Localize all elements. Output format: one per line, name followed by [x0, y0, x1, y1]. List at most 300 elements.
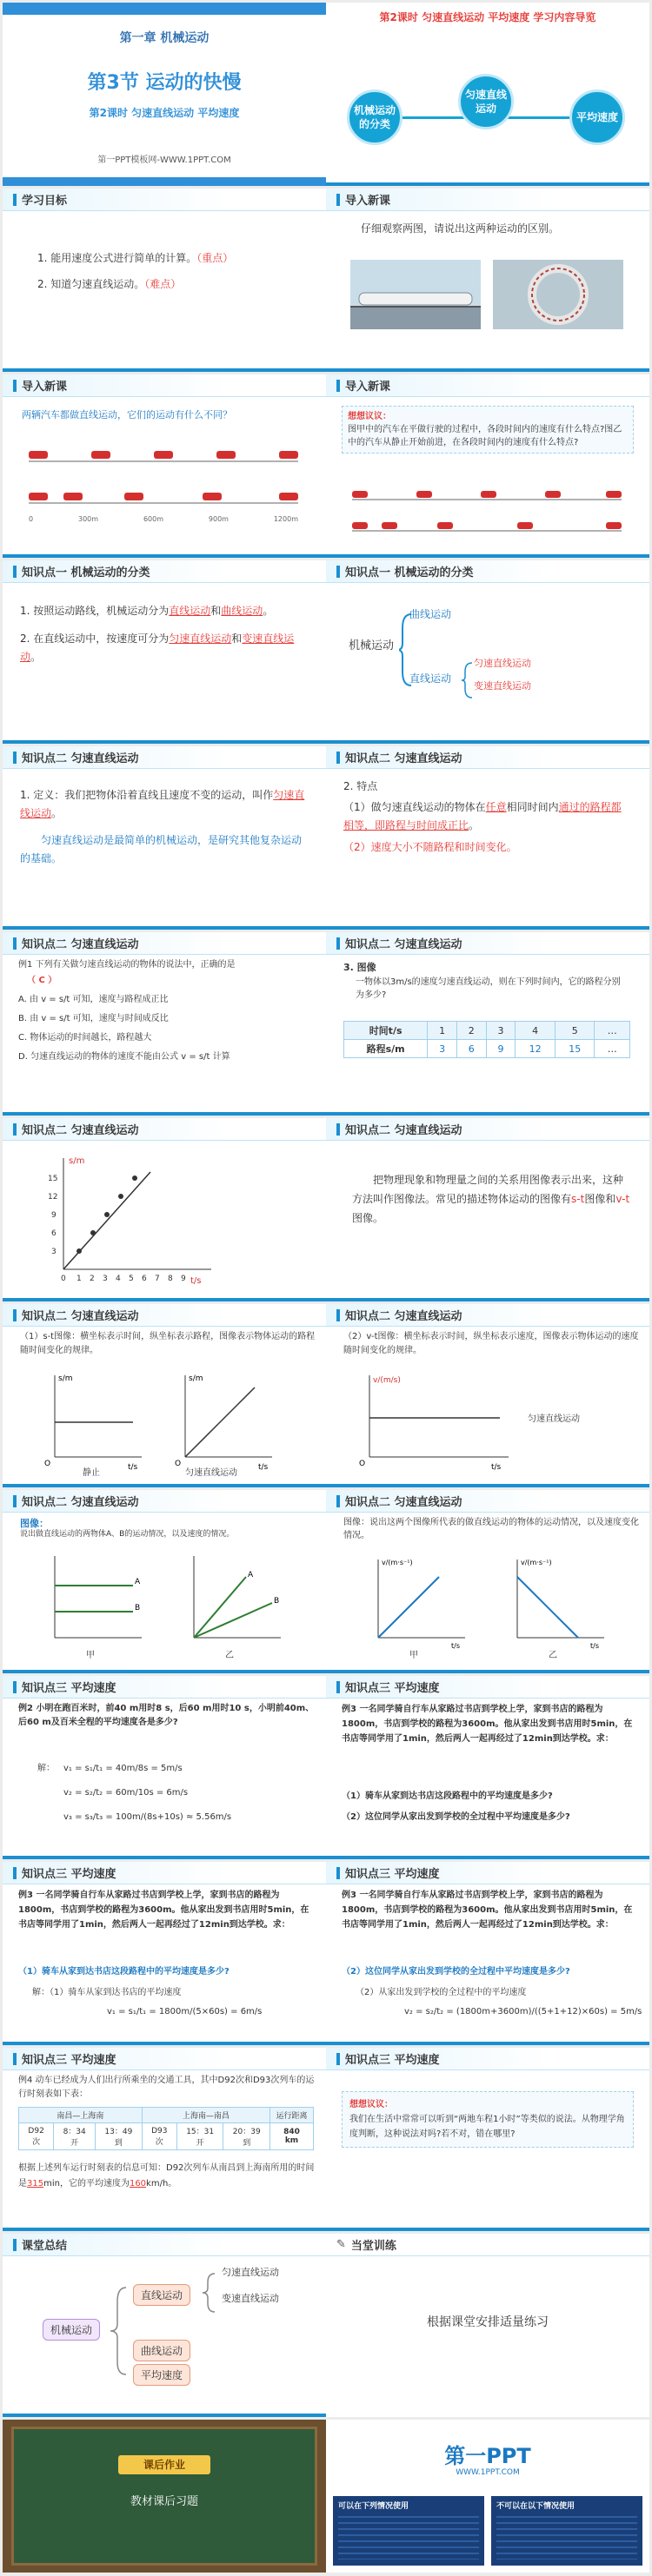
header-title: 知识点二 匀速直线运动 [22, 1496, 139, 1509]
slide-header [326, 1304, 649, 1327]
cover-chapter: 第一章 机械运动 [119, 31, 210, 45]
slide-k2-example-1[interactable] [3, 932, 326, 1116]
answer-1-eq: v₁ = s₁/t₁ = 1800m/(5×60s) = 6m/s [107, 2007, 263, 2016]
slide-k2-st-graphs[interactable] [3, 1304, 326, 1487]
header-bar [13, 194, 17, 206]
equation-1: v₁ = s₁/t₁ = 40m/8s = 5m/s [63, 1764, 183, 1773]
cover-bottom-band [3, 177, 326, 186]
sub-question-1: （1）骑车从家到达书店这段路程中的平均速度是多少? [342, 1791, 553, 1801]
axis-label: s/m [58, 1374, 73, 1383]
vt-graph [352, 1370, 526, 1474]
fill-5: km/h。 [146, 2179, 177, 2189]
x-tick: 0 [61, 1275, 66, 1283]
k1-l2b: 匀速直线运动 [169, 632, 232, 645]
slide-k2-table[interactable] [326, 932, 649, 1116]
slide-footer-bar [3, 2414, 326, 2417]
slide-footer-bar [3, 368, 326, 372]
brand-right-title: 不可以在以下情况使用 [496, 2502, 575, 2511]
header-bar [13, 1495, 17, 1507]
y-tick: 12 [48, 1193, 58, 1202]
slide-footer-bar [3, 554, 326, 558]
ab-text: 说出做直线运动的两物体A、B的运动情况，以及速度的情况。 [20, 1530, 235, 1539]
example-question: 例1 下列有关做匀速直线运动的物体的说法中，正确的是 [18, 960, 236, 970]
header-title: 知识点一 机械运动的分类 [345, 566, 474, 579]
slide-header [3, 2234, 326, 2256]
answer-2: （2）从家出发到学校的全过程中的平均速度 [356, 1988, 527, 1997]
tree-straight: 直线运动 [409, 672, 452, 685]
k2-def [20, 786, 307, 823]
header-title: 知识点二 匀速直线运动 [345, 1310, 462, 1323]
option-b: B. 由 v = s/t 可知，速度与时间成反比 [18, 1014, 169, 1023]
header-title: 学习目标 [22, 195, 68, 208]
goal-2-text: 2. 知道匀速直线运动。 [37, 278, 145, 290]
k2-p1d: 通过的路程都相等，即路程与时间成正比 [343, 801, 622, 831]
header-bar [336, 194, 340, 206]
table-title: 3. 图像 [343, 962, 376, 973]
table-cell: 15 [555, 1040, 595, 1058]
k1-l2d: 变速直线运动 [20, 632, 295, 663]
slide-intro-1[interactable] [326, 189, 649, 372]
header-title: 知识点三 平均速度 [22, 2054, 116, 2067]
goal-1-text: 1. 能用速度公式进行简单的计算。 [37, 252, 197, 264]
tree-uniform: 匀速直线运动 [474, 658, 531, 669]
guide-circle-2: 匀速直线运动 [458, 74, 514, 129]
axis-label: t/s [258, 1463, 269, 1472]
header-title: 课堂总结 [22, 2240, 68, 2253]
summary-straight: 直线运动 [133, 2284, 190, 2306]
slide-k1-tree[interactable] [326, 560, 649, 744]
slide-header [326, 1490, 649, 1513]
discussion-text: 图甲中的汽车在平做行驶的过程中，各段时间内的速度有什么特点?图乙中的汽车从静止开始前进，在各段时间内的速度有什么特点? [348, 425, 622, 447]
cover-site: 第一PPT模板网-WWW.1PPT.COM [97, 156, 231, 165]
gm-2: s-t [571, 1193, 585, 1205]
origin-label: O [175, 1460, 182, 1468]
intro-question: 仔细观察两图，请说出这两种运动的区别。 [361, 222, 560, 235]
slide-practice[interactable] [326, 2234, 649, 2417]
option-d: D. 匀速直线运动的物体的速度不能由公式 v = s/t 计算 [18, 1052, 230, 1062]
y-tick: 3 [51, 1248, 57, 1256]
header-bar [13, 566, 17, 578]
x-tick: 3 [103, 1275, 108, 1283]
slide-k2-ab-graphs[interactable] [3, 1490, 326, 1673]
header-title: 当堂训练 [350, 2240, 396, 2253]
slide-k2-definition[interactable] [3, 746, 326, 930]
k1-l1b: 直线运动 [169, 605, 211, 617]
slide-k2-vt-graph[interactable] [326, 1304, 649, 1487]
axis-label: v/(m·s⁻¹) [382, 1559, 413, 1566]
header-title: 知识点二 匀速直线运动 [345, 938, 462, 951]
slide-header [3, 189, 326, 211]
pencil-icon: ✎ [336, 2238, 346, 2251]
discussion-tag: 想想议议： [348, 412, 391, 421]
table-cell: 9 [486, 1040, 516, 1058]
mark-2: 600m [143, 515, 163, 523]
x-axis-label: t/s [190, 1276, 202, 1286]
slide-summary[interactable] [3, 2234, 326, 2417]
header-bar [336, 2053, 340, 2065]
header-title: 知识点三 平均速度 [22, 1682, 116, 1695]
y-ticks [48, 1175, 57, 1256]
brand-url: WWW.1PPT.COM [456, 2468, 520, 2477]
vt-pair-text: 图像：说出这两个图像所代表的做直线运动的物体的运动情况，以及速度变化情况。 [343, 1518, 639, 1540]
slide-header [3, 1676, 326, 1699]
line-label-a: A [135, 1578, 141, 1586]
slide-intro-2[interactable] [3, 374, 326, 558]
slide-header [3, 746, 326, 769]
slide-header [3, 560, 326, 583]
graph-method-text [352, 1170, 630, 1228]
summary-root: 机械运动 [43, 2319, 100, 2341]
slide-k3-discussion[interactable] [326, 2048, 649, 2231]
header-title: 知识点二 匀速直线运动 [345, 1124, 462, 1137]
tree-curve: 曲线运动 [409, 608, 452, 620]
brand-right-lines [496, 2516, 637, 2559]
example-4-question: 例4 动车已经成为人们出行所乘坐的交通工具，其中D92次和D93次列车的运行时刻表如下表： [18, 2076, 315, 2099]
slide-header [3, 1304, 326, 1327]
slide-header [326, 374, 649, 397]
fill-4: 160 [129, 2179, 147, 2189]
homework-tag: 课后作业 [118, 2455, 210, 2474]
header-bar [13, 1681, 17, 1693]
gm-4: v-t [615, 1193, 630, 1205]
guide-circle-1: 机械运动的分类 [347, 89, 403, 145]
table-header-cell: 南昌—上海南 [19, 2108, 143, 2123]
slide-k2-graph[interactable] [3, 1118, 326, 1301]
slide-k3-example-3[interactable] [326, 1676, 649, 1859]
slide-header [326, 1676, 649, 1699]
slide-brand[interactable] [326, 2420, 649, 2573]
header-bar [13, 2239, 17, 2251]
brand-logo: 第一PPT [444, 2444, 531, 2468]
slide-intro-3[interactable] [326, 374, 649, 558]
train-photo [350, 260, 481, 329]
origin-label: O [44, 1460, 51, 1468]
k2-p1e: 。 [469, 819, 480, 831]
vt-graph-rising [361, 1554, 474, 1650]
caption-left: 甲 [86, 1651, 95, 1660]
slide-footer-bar [3, 926, 326, 930]
axis-label: v/(m/s) [373, 1376, 401, 1385]
gm-5: 图像。 [352, 1212, 384, 1224]
header-bar [336, 1867, 340, 1879]
slide-footer-bar [3, 1670, 326, 1673]
ab-graph-left [37, 1551, 150, 1655]
cover-section: 第3节 运动的快慢 [87, 72, 242, 94]
y-tick: 9 [51, 1211, 57, 1220]
header-bar [336, 1681, 340, 1693]
answer-1: 解：（1）骑车从家到达书店的平均速度 [32, 1988, 182, 1997]
cover-lesson: 第2课时 匀速直线运动 平均速度 [89, 107, 240, 119]
x-tick: 7 [155, 1275, 160, 1283]
k2-p1c: 相同时间内 [506, 801, 559, 813]
table-cell: … [595, 1040, 630, 1058]
brand-panel-right [491, 2496, 642, 2566]
goal-1 [37, 249, 233, 268]
example-4-fill [18, 2161, 316, 2192]
table-cell: 12 [516, 1040, 556, 1058]
line-label-a: A [248, 1571, 254, 1579]
x-tick: 4 [116, 1275, 121, 1283]
header-title: 知识点一 机械运动的分类 [22, 566, 150, 579]
k2-p1a: （1）做匀速直线运动的物体在 [343, 801, 486, 813]
loop-track-photo [493, 260, 623, 329]
x-tick: 9 [181, 1275, 186, 1283]
slide-header [3, 1490, 326, 1513]
slide-footer-bar [326, 554, 649, 558]
header-title: 导入新课 [345, 381, 391, 394]
header-title: 导入新课 [22, 381, 68, 394]
table-cell: D92次 [19, 2123, 54, 2150]
k1-line-2 [20, 630, 307, 666]
car-track-compare [352, 480, 630, 541]
header-bar [13, 752, 17, 764]
k1-line-1 [20, 602, 307, 620]
table-cell: 20：39到 [223, 2123, 270, 2150]
solution-label: 解： [37, 1764, 55, 1773]
slide-k2-graph-method[interactable] [326, 1118, 649, 1301]
axis-label: t/s [491, 1463, 502, 1472]
k1-l2a: 2. 在直线运动中，按速度可分为 [20, 632, 170, 645]
vt-graph-falling [500, 1554, 613, 1650]
tree-variable: 变速直线运动 [474, 680, 531, 692]
header-title: 知识点三 平均速度 [345, 2054, 440, 2067]
fill-1: 根据上述列车运行时刻表的信息可知：D92次列车从南昌到上海南所用的时间是 [18, 2163, 315, 2189]
k1-l2e: 。 [30, 651, 42, 663]
guide-title: 第2课时 匀速直线运动 平均速度 学习内容导览 [379, 11, 596, 23]
ab-title: 图像： [20, 1518, 49, 1529]
slide-header [326, 2234, 649, 2256]
header-title: 知识点二 匀速直线运动 [22, 938, 139, 951]
header-title: 知识点二 匀速直线运动 [345, 1496, 462, 1509]
slide-footer-bar [326, 1484, 649, 1487]
slide-footer-bar [326, 2228, 649, 2231]
table-question: 一物体以3m/s的速度匀速直线运动，则在下列时间内，它的路程分别为多少? [356, 977, 621, 1000]
slide-header [3, 1118, 326, 1141]
summary-average: 平均速度 [133, 2364, 190, 2386]
table-header-cell: 上海南—南昌 [142, 2108, 269, 2123]
table-cell: 15：31开 [176, 2123, 223, 2150]
guide-circle-3: 平均速度 [569, 89, 625, 145]
slide-cover[interactable] [3, 3, 326, 186]
header-bar [13, 2053, 17, 2065]
example-3-question: 例3 一名同学骑自行车从家路过书店到学校上学，家到书店的路程为1800m，书店到学校的路程为3600m。他从家出发到书店用时5min，在书店等同学用了1min，然后两人一起再经过了12min到达学校。求： [342, 1891, 633, 1930]
axis-label: v/(m·s⁻¹) [521, 1559, 552, 1566]
k2-note: 匀速直线运动是最简单的机械运动，是研究其他复杂运动的基础。 [20, 834, 303, 864]
slide-header [3, 2048, 326, 2070]
summary-leaf-uniform: 匀速直线运动 [222, 2267, 279, 2278]
slide-footer-bar [3, 1484, 326, 1487]
homework-text: 教材课后习题 [130, 2495, 198, 2508]
slide-footer-bar [3, 2228, 326, 2231]
header-bar [336, 566, 340, 578]
slide-k1-classification[interactable] [3, 560, 326, 744]
slide-k3-solution-1[interactable] [3, 1862, 326, 2045]
equation-3: v₃ = s₃/t₃ = 100m/(8s+10s) ≈ 5.56m/s [63, 1812, 232, 1822]
summary-brace-2 [196, 2272, 222, 2314]
sub-question-1: （1）骑车从家到达书店这段路程中的平均速度是多少? [18, 1967, 230, 1977]
car-track-a [29, 444, 307, 470]
k1-l2c: 和 [231, 632, 243, 645]
x-tick: 2 [90, 1275, 95, 1283]
slide-footer-bar [326, 182, 649, 186]
data-points [77, 1175, 137, 1254]
slide-header [326, 1862, 649, 1884]
data-point [77, 1248, 82, 1254]
data-point [118, 1194, 123, 1199]
caption-right: 乙 [225, 1651, 234, 1660]
caption-uniform: 匀速直线运动 [185, 1468, 237, 1478]
slide-footer-bar [326, 1112, 649, 1116]
mark-3: 900m [208, 515, 229, 523]
slide-guide[interactable] [326, 3, 649, 186]
summary-brace [100, 2284, 131, 2380]
header-bar [13, 937, 17, 950]
option-a: A. 由 v = s/t 可知，速度与路程成正比 [18, 995, 169, 1004]
slide-header [326, 932, 649, 955]
mark-1: 300m [77, 515, 99, 523]
line-label-b: B [274, 1597, 280, 1606]
table-cell: D93次 [142, 2123, 176, 2150]
sub-question-2: （2）这位同学从家出发到学校的全过程中平均速度是多少? [342, 1967, 570, 1977]
discussion-text: 我们在生活中常常可以听到“两地车程1小时”等类似的说法。从物理学角度判断，这种说法对吗?若不对，错在哪里? [349, 2115, 625, 2139]
st-text: （1）s-t图像：横坐标表示时间，纵坐标表示路程，图像表示物体运动的路程随时间变化的规律。 [20, 1332, 316, 1355]
x-tick: 1 [77, 1275, 82, 1283]
sub-question-2: （2）这位同学从家出发到学校的全过程中平均速度是多少? [342, 1812, 570, 1822]
header-title: 知识点二 匀速直线运动 [345, 752, 462, 765]
table-cell: 3 [428, 1040, 457, 1058]
origin-label: O [359, 1460, 366, 1468]
slide-header [3, 374, 326, 397]
brand-left-title: 可以在下列情况使用 [338, 2502, 409, 2511]
slide-footer-bar [3, 1112, 326, 1116]
data-point [90, 1230, 96, 1235]
header-title: 导入新课 [345, 195, 391, 208]
slide-homework[interactable] [3, 2420, 326, 2573]
table-cell: 1 [428, 1022, 457, 1040]
slide-footer-bar [3, 2042, 326, 2045]
data-point [104, 1212, 110, 1217]
slide-k3-example-2[interactable] [3, 1676, 326, 1859]
table-row [19, 2108, 314, 2123]
slide-header [326, 560, 649, 583]
tree-root: 机械运动 [349, 639, 395, 652]
table-row [19, 2123, 314, 2150]
header-title: 知识点二 匀速直线运动 [22, 1124, 139, 1137]
slide-footer-bar [326, 368, 649, 372]
mark-4: 1200m [273, 515, 298, 523]
brand-panel-left [333, 2496, 484, 2566]
header-bar [13, 1123, 17, 1136]
header-bar [13, 1309, 17, 1321]
table-cell: 840 km [270, 2123, 314, 2150]
example-3-question: 例3 一名同学骑自行车从家路过书店到学校上学，家到书店的路程为1800m，书店到学校的路程为3600m。他从家出发到书店用时5min，在书店等同学用了1min，然后两人一起再经过了12min到达学校。求： [18, 1891, 309, 1930]
slide-goals[interactable] [3, 189, 326, 372]
table-row [344, 1040, 630, 1058]
table-cell: 4 [516, 1022, 556, 1040]
slide-k3-example-4[interactable] [3, 2048, 326, 2231]
data-point [132, 1175, 137, 1181]
header-title: 知识点二 匀速直线运动 [22, 752, 139, 765]
st-graph-static [37, 1370, 150, 1474]
table-header-cell: 运行距离 [270, 2108, 314, 2123]
axis-label: s/m [189, 1374, 203, 1383]
caption-static: 静止 [83, 1468, 100, 1478]
slide-footer-bar [3, 740, 326, 744]
line-label-b: B [135, 1604, 141, 1612]
k1-l1d: 曲线运动 [221, 605, 263, 617]
k1-l1e: 。 [263, 605, 274, 617]
caption-vt: 匀速直线运动 [528, 1414, 580, 1424]
caption-right: 乙 [549, 1651, 557, 1660]
x-tick: 5 [129, 1275, 134, 1283]
table-cell: 时间t/s [344, 1022, 428, 1040]
y-tick: 6 [51, 1229, 57, 1238]
slide-footer-bar [326, 1670, 649, 1673]
st-graph-uniform [168, 1370, 281, 1474]
k2-p1b: 任意 [485, 801, 507, 813]
header-bar [336, 752, 340, 764]
goal-2-note: （难点） [144, 278, 182, 290]
intro2-question: 两辆汽车都做直线运动，它们的运动有什么不同？ [22, 409, 232, 421]
header-bar [336, 1495, 340, 1507]
car-track-b [29, 486, 307, 512]
x-tick: 6 [142, 1275, 147, 1283]
slide-k2-vt-pair[interactable] [326, 1490, 649, 1673]
axis-label: t/s [451, 1642, 460, 1650]
s-t-line [63, 1172, 150, 1269]
mark-0: 0 [29, 515, 34, 523]
header-bar [13, 380, 17, 392]
table-cell: 5 [555, 1022, 595, 1040]
slide-footer-bar [326, 1856, 649, 1859]
equation-2: v₂ = s₂/t₂ = 60m/10s = 6m/s [63, 1788, 189, 1798]
slide-header [326, 2048, 649, 2070]
timetable [18, 2107, 314, 2150]
table-cell: 6 [456, 1040, 486, 1058]
example-2-question: 例2 小明在跑百米时，前40 m用时8 s，后60 m用时10 s，小明前40m、后60 m及百米全程的平均速度各是多少? [18, 1704, 315, 1727]
brand-left-lines [338, 2516, 479, 2559]
discussion-box [342, 2091, 634, 2148]
caption-left: 甲 [409, 1651, 418, 1660]
header-bar [13, 1867, 17, 1879]
y-tick: 15 [48, 1175, 58, 1183]
slide-header [326, 746, 649, 769]
time-distance-table [343, 1021, 630, 1058]
chalkboard [11, 2427, 317, 2566]
y-axis-label: s/m [69, 1156, 85, 1166]
summary-curve: 曲线运动 [133, 2340, 190, 2361]
option-c: C. 物体运动的时间越长，路程越大 [18, 1033, 152, 1043]
slide-footer-bar [326, 926, 649, 930]
answer-2-eq: v₂ = s₂/t₂ = (1800m+3600m)/((5+1+12)×60s) = 5m/s [404, 2007, 642, 2016]
slide-footer-bar [326, 1298, 649, 1301]
slide-footer-bar [3, 1298, 326, 1301]
header-bar [336, 380, 340, 392]
axis-label: t/s [128, 1463, 138, 1472]
table-cell: 2 [456, 1022, 486, 1040]
ab-graph-right [176, 1551, 289, 1655]
slide-footer-bar [326, 2042, 649, 2045]
slide-footer-bar [326, 740, 649, 744]
summary-leaf-variable: 变速直线运动 [222, 2293, 279, 2304]
slide-k3-solution-2[interactable] [326, 1862, 649, 2045]
track-marks [29, 515, 298, 523]
slide-k2-features[interactable] [326, 746, 649, 930]
table-cell: 8：34开 [54, 2123, 96, 2150]
s-t-graph [37, 1148, 229, 1287]
k2-feature-2: （2）速度大小不随路程和时间变化。 [343, 841, 517, 853]
k1-l1a: 1. 按照运动路线，机械运动分为 [20, 605, 170, 617]
